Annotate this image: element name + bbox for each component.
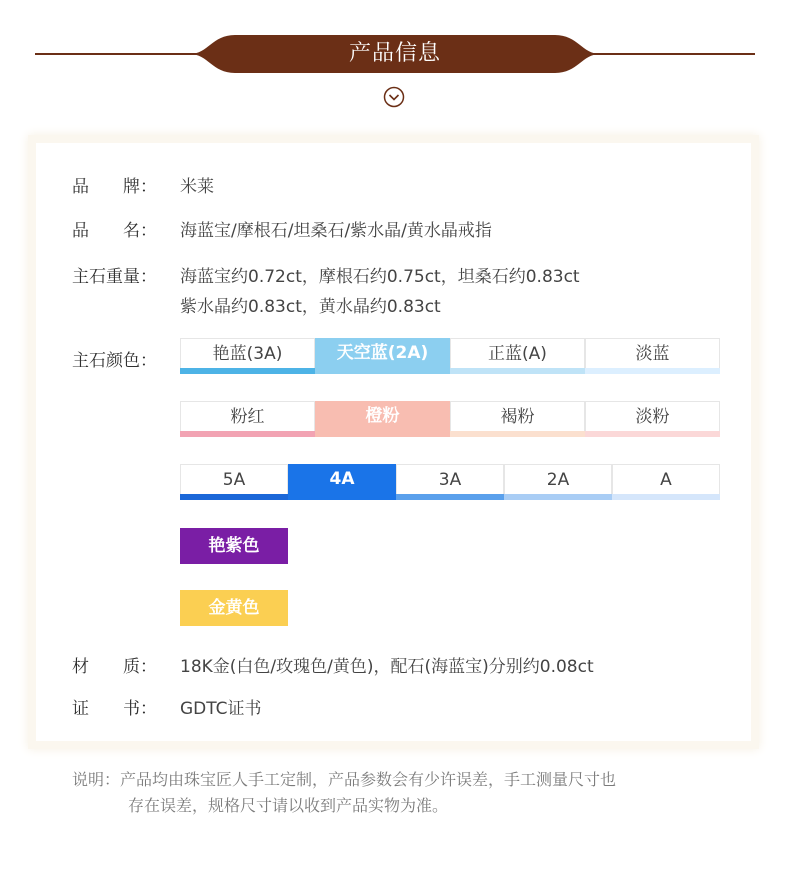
name-value: 海蓝宝/摩根石/坦桑石/紫水晶/黄水晶戒指: [180, 221, 492, 241]
pink-swatch-bar: [585, 431, 720, 437]
weight-label: 主石重量：: [72, 267, 157, 287]
pink-swatch-2-selected: [315, 401, 450, 437]
purple-color-badge: 艳紫色: [180, 528, 288, 564]
grade-swatch-label: 5A: [222, 470, 246, 490]
blue-swatch-label: 艳蓝(3A): [212, 344, 283, 364]
color-label: 主石颜色：: [72, 351, 157, 371]
pink-swatch-bar: [450, 431, 585, 437]
pink-swatch-1: [180, 401, 315, 437]
pink-swatch-3: [450, 401, 585, 437]
pink-swatch-label: 淡粉: [635, 407, 670, 427]
grade-swatch-bar: [612, 494, 720, 500]
grade-swatch-5a: [180, 464, 288, 500]
note-line-1: 说明：产品均由珠宝匠人手工定制，产品参数会有少许误差，手工测量尺寸也: [72, 770, 617, 789]
brand-label: 品 牌：: [72, 177, 157, 197]
blue-swatch-2-selected: [315, 338, 450, 374]
grade-swatch-bar: [504, 494, 612, 500]
material-label: 材 质：: [72, 657, 157, 677]
weight-line-2: 紫水晶约0.83ct，黄水晶约0.83ct: [180, 297, 441, 317]
blue-swatch-bar: [585, 368, 720, 374]
grade-swatch-4a-selected: [288, 464, 396, 500]
blue-swatch-1: [180, 338, 315, 374]
note-line-2: 存在误差，规格尺寸请以收到产品实物为准。: [128, 796, 449, 815]
grade-swatch-label: 4A: [329, 469, 355, 489]
blue-swatch-bar: [450, 368, 585, 374]
pink-swatch-label: 橙粉: [365, 406, 400, 426]
grade-swatch-bar: [396, 494, 504, 500]
section-title: 产品信息: [348, 41, 441, 66]
header-rule-right: [585, 53, 755, 55]
grade-swatch-label: 3A: [438, 470, 462, 490]
grade-swatch-2a: [504, 464, 612, 500]
name-label: 品 名：: [72, 221, 157, 241]
pink-swatch-label: 粉红: [230, 407, 265, 427]
grade-swatch-label: A: [660, 470, 672, 490]
section-banner: [190, 35, 600, 73]
grade-swatch-bar: [180, 494, 288, 500]
chevron-down-circle-icon: [383, 86, 405, 108]
blue-swatch-bar: [180, 368, 315, 374]
blue-swatch-3: [450, 338, 585, 374]
pink-swatch-4: [585, 401, 720, 437]
material-value: 18K金(白色/玫瑰色/黄色)，配石(海蓝宝)分别约0.08ct: [180, 657, 594, 677]
blue-swatch-label: 淡蓝: [635, 344, 670, 364]
pink-swatch-bar: [180, 431, 315, 437]
blue-swatch-label: 正蓝(A): [488, 344, 547, 364]
weight-line-1: 海蓝宝约0.72ct，摩根石约0.75ct，坦桑石约0.83ct: [180, 267, 580, 287]
grade-swatch-a: [612, 464, 720, 500]
blue-swatch-label: 天空蓝(2A): [336, 343, 429, 363]
brand-value: 米莱: [180, 177, 214, 197]
blue-swatch-4: [585, 338, 720, 374]
certificate-label: 证 书：: [72, 699, 157, 719]
certificate-value: GDTC证书: [180, 699, 262, 719]
grade-swatch-label: 2A: [546, 470, 570, 490]
pink-swatch-label: 褐粉: [500, 407, 535, 427]
header-rule-left: [35, 53, 205, 55]
gold-color-badge: 金黄色: [180, 590, 288, 626]
grade-swatch-3a: [396, 464, 504, 500]
